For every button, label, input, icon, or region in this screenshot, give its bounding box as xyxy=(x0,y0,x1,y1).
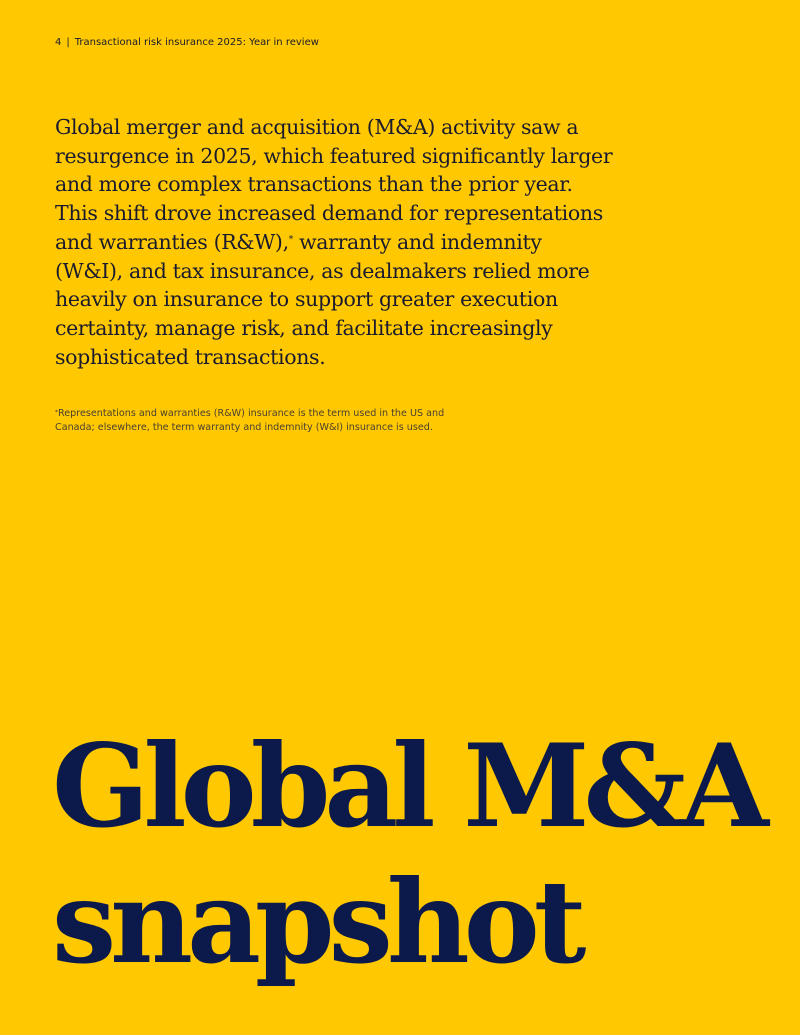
intro-text-part1: Global merger and acquisition (M&A) activity saw a resurgence in 2025, which featured significantly larger and more complex transactions than the prior year. This shift drove increased demand for representations and warranties (R&W), xyxy=(55,115,613,254)
section-title-line2: snapshot xyxy=(52,855,581,989)
footnote-text: Representations and warranties (R&W) insurance is the term used in the US and Canada; elsewhere, the term warranty and indemnity (W&I) insurance is used. xyxy=(55,408,445,433)
intro-text-part2: warranty and indemnity (W&I), and tax insurance, as dealmakers relied more heavily on insurance to support greater execution certainty, manage risk, and facilitate increasingly sophisticated transactions. xyxy=(55,229,590,369)
section-title xyxy=(52,718,763,990)
intro-footnote-marker: * xyxy=(288,234,293,245)
intro-paragraph xyxy=(55,113,615,371)
header-separator: | xyxy=(66,37,70,48)
running-title: Transactional risk insurance 2025: Year in review xyxy=(74,37,319,48)
running-header xyxy=(55,37,319,48)
page-number: 4 xyxy=(55,37,62,48)
footnote xyxy=(55,407,475,435)
section-title-line1: Global M&A xyxy=(52,719,763,853)
footnote-marker: * xyxy=(55,409,58,416)
